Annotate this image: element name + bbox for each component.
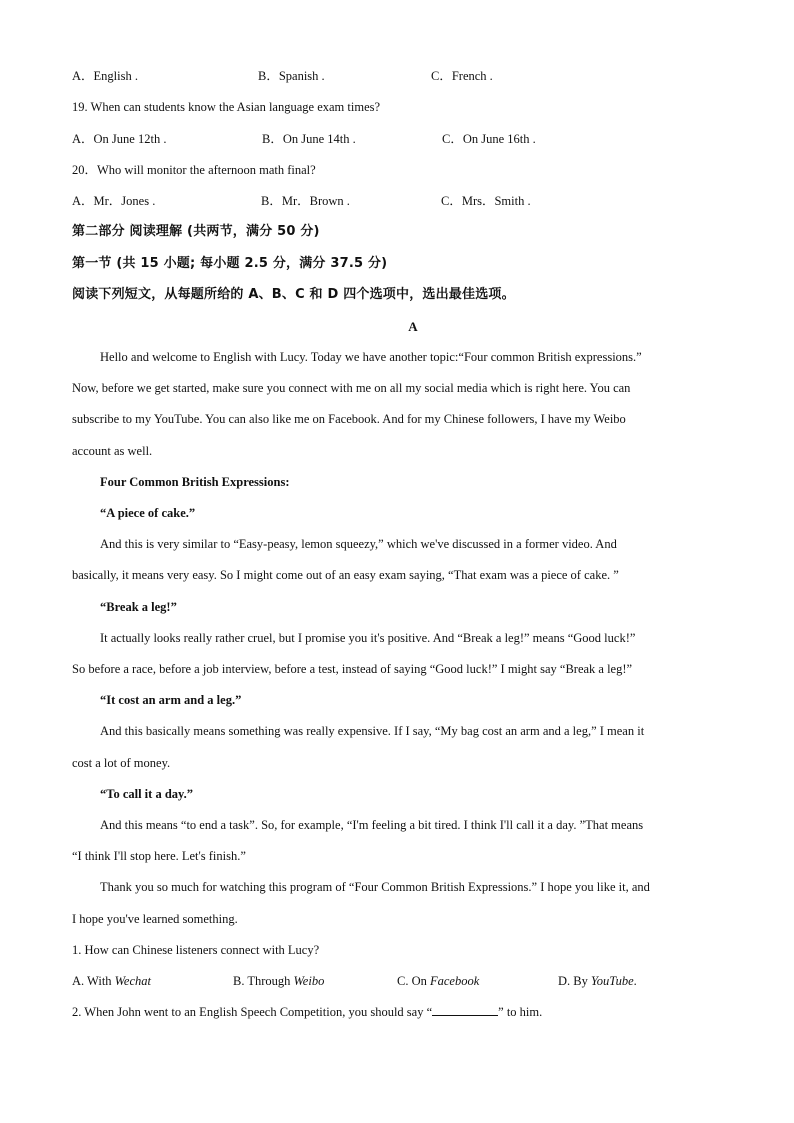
- q19-option-c: C．On June 16th .: [442, 132, 536, 146]
- expression-4-line-1: And this means “to end a task”. So, for example, “I'm feeling a bit tired. I think I'll call it a day. ”That means: [100, 818, 644, 832]
- q1-question: 1. How can Chinese listeners connect with Lucy?: [72, 943, 320, 957]
- expression-2-line-1: It actually looks really rather cruel, but I promise you it's positive. And “Break a leg!” means “Good luck!”: [100, 631, 636, 645]
- passage-heading: Four Common British Expressions:: [100, 475, 290, 489]
- expression-3-line-2: cost a lot of money.: [72, 756, 171, 770]
- q1-option-b-term: Weibo: [293, 974, 325, 988]
- q1-option-d: [558, 973, 637, 989]
- q20-option-b: B．Mr．Brown .: [261, 194, 350, 208]
- passage-intro-line-1: Hello and welcome to English with Lucy. Today we have another topic:“Four common British expressions.”: [100, 350, 642, 364]
- expression-1-line-2: basically, it means very easy. So I might come out of an easy exam saying, “That exam was a piece of cake. ”: [72, 568, 619, 582]
- instruction: 阅读下列短文，从每题所给的 A、B、C 和 D 四个选项中，选出最佳选项。: [72, 287, 515, 302]
- q1-option-c-label: C. On: [397, 974, 430, 988]
- expression-2-title: “Break a leg!”: [100, 600, 177, 614]
- expression-4-title: “To call it a day.”: [100, 787, 193, 801]
- q1-option-a: [72, 973, 151, 989]
- passage-label: A: [408, 319, 418, 334]
- q19-option-a: A．On June 12th .: [72, 132, 167, 146]
- q18-option-b: B．Spanish .: [258, 69, 325, 83]
- passage-intro-line-2: Now, before we get started, make sure you connect with me on all my social media which is right here. You can: [72, 381, 631, 395]
- part-title: 第二部分 阅读理解 (共两节，满分 50 分): [72, 224, 320, 239]
- q19-option-b: B．On June 14th .: [262, 132, 356, 146]
- passage-intro-line-4: account as well.: [72, 444, 153, 458]
- q1-option-d-period: .: [633, 974, 637, 988]
- q1-option-d-label: D. By: [558, 974, 591, 988]
- q20-option-a: A．Mr．Jones .: [72, 194, 156, 208]
- q19-question: 19. When can students know the Asian language exam times?: [72, 100, 381, 114]
- passage-outro-line-2: I hope you've learned something.: [72, 912, 238, 926]
- q20-option-c: C．Mrs．Smith .: [441, 194, 531, 208]
- expression-4-line-2: “I think I'll stop here. Let's finish.”: [72, 849, 246, 863]
- q1-option-b: [233, 973, 324, 989]
- q1-option-b-label: B. Through: [233, 974, 294, 988]
- passage-intro-line-3: subscribe to my YouTube. You can also like me on Facebook. And for my Chinese followers, I have my Weibo: [72, 412, 626, 426]
- q20-question: 20．Who will monitor the afternoon math final?: [72, 163, 316, 177]
- q1-option-a-label: A. With: [72, 974, 115, 988]
- expression-2-line-2: So before a race, before a job interview, before a test, instead of saying “Good luck!” I might say “Break a leg!”: [72, 662, 633, 676]
- answer-blank[interactable]: [432, 1004, 498, 1016]
- passage-outro-line-1: Thank you so much for watching this program of “Four Common British Expressions.” I hope you like it, and: [100, 880, 650, 894]
- expression-1-line-1: And this is very similar to “Easy-peasy, lemon squeezy,” which we've discussed in a former video. And: [100, 537, 617, 551]
- q2-question-start: 2. When John went to an English Speech Competition, you should say “: [72, 1005, 433, 1019]
- expression-3-line-1: And this basically means something was really expensive. If I say, “My bag cost an arm and a leg,” I mean it: [100, 724, 645, 738]
- q2-question-end: ” to him.: [498, 1005, 543, 1019]
- q1-option-d-term: YouTube: [591, 974, 634, 988]
- q1-option-c-term: Facebook: [430, 974, 480, 988]
- expression-3-title: “It cost an arm and a leg.”: [100, 693, 242, 707]
- expression-1-title: “A piece of cake.”: [100, 506, 196, 520]
- section-subtitle: 第一节 (共 15 小题; 每小题 2.5 分，满分 37.5 分): [72, 256, 388, 271]
- q18-option-a: A．English .: [72, 69, 138, 83]
- q1-option-c: [397, 973, 479, 989]
- q1-option-a-term: Wechat: [114, 974, 152, 988]
- q2-question: [72, 1004, 542, 1020]
- q18-option-c: C．French .: [431, 69, 493, 83]
